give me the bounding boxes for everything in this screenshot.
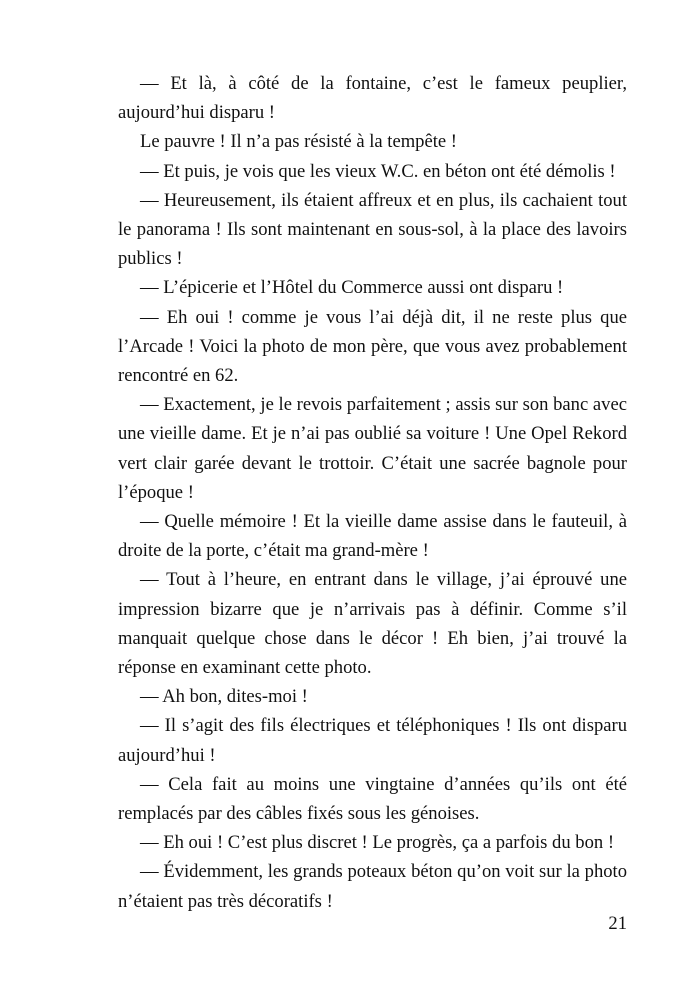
page-number: 21 xyxy=(608,913,627,934)
paragraph: — Il s’agit des fils électriques et téléphoniques ! Ils ont disparu aujourd’hui ! xyxy=(118,715,627,766)
paragraph: Le pauvre ! Il n’a pas résisté à la tempête ! xyxy=(140,131,457,153)
paragraph: — Eh oui ! C’est plus discret ! Le progrès, ça a parfois du bon ! xyxy=(140,832,615,854)
paragraph: — Ah bon, dites-moi ! xyxy=(140,686,308,708)
paragraph: — Exactement, je le revois parfaitement ; assis sur son banc avec une vieille dame. Et je n’ai pas oublié sa voiture ! Une Opel Rekord vert clair garée devant le trottoir. C’était une sacrée bagnole pour l’époque ! xyxy=(118,394,627,503)
paragraph: — Et là, à côté de la fontaine, c’est le fameux peuplier, aujourd’hui disparu ! xyxy=(118,73,627,124)
paragraph: — Heureusement, ils étaient affreux et en plus, ils cachaient tout le panorama ! Ils sont maintenant en sous-sol, à la place des lavoirs publics ! xyxy=(118,189,627,270)
paragraph: — Et puis, je vois que les vieux W.C. en béton ont été démolis ! xyxy=(140,160,616,182)
paragraph: — L’épicerie et l’Hôtel du Commerce aussi ont disparu ! xyxy=(140,277,564,299)
paragraph: — Quelle mémoire ! Et la vieille dame assise dans le fauteuil, à droite de la porte, c’était ma grand-mère ! xyxy=(118,511,627,562)
paragraph: — Tout à l’heure, en entrant dans le village, j’ai éprouvé une impression bizarre que je n’arrivais pas à définir. Comme s’il manquait quelque chose dans le décor ! Eh bien, j’ai trouvé la réponse en examinant cette photo. xyxy=(118,569,627,679)
paragraph: — Cela fait au moins une vingtaine d’années qu’ils ont été remplacés par des câbles fixés sous les génoises. xyxy=(118,773,627,825)
paragraph: — Eh oui ! comme je vous l’ai déjà dit, il ne reste plus que l’Arcade ! Voici la photo de mon père, que vous avez probablement rencontré en 62. xyxy=(118,306,627,387)
body-text xyxy=(118,69,627,916)
paragraph: — Évidemment, les grands poteaux béton qu’on voit sur la photo n’étaient pas très décoratifs ! xyxy=(118,861,627,912)
